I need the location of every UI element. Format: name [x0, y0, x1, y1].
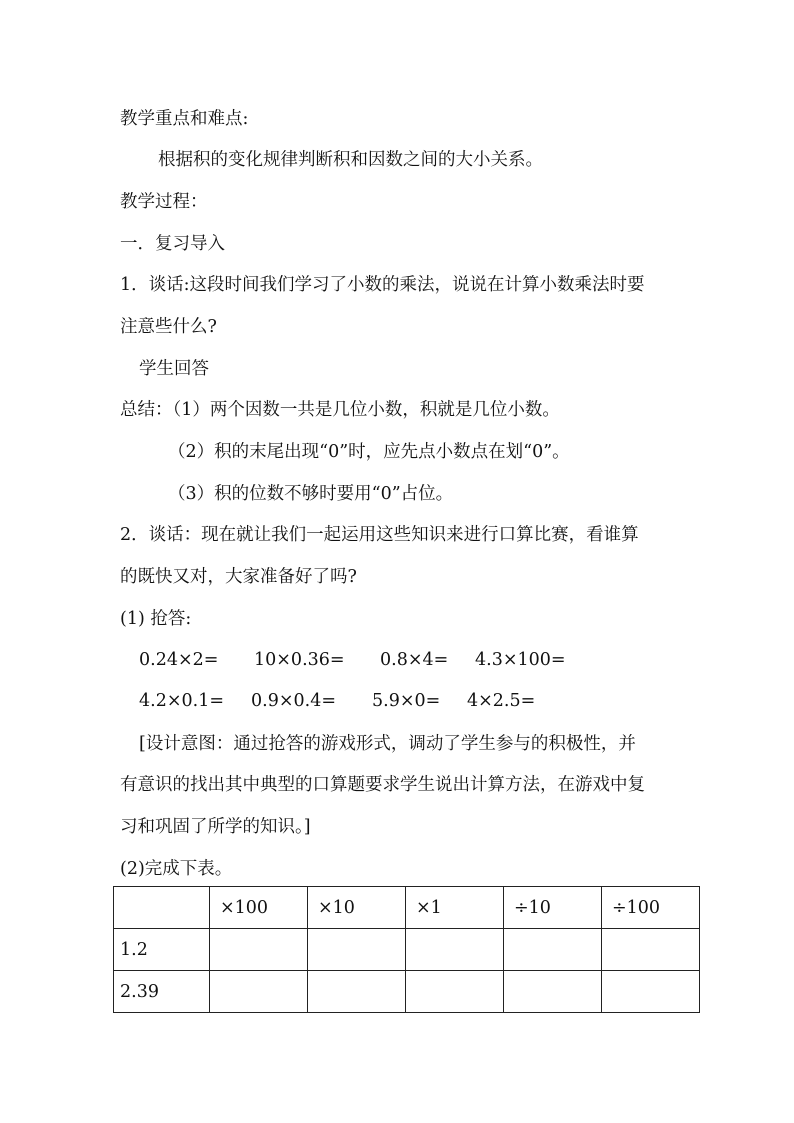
design-intent-line3: 习和巩固了所学的知识。] — [120, 817, 311, 837]
item1-line2: 注意些什么? — [120, 317, 217, 337]
heading-key-points: 教学重点和难点: — [120, 109, 249, 129]
table-header-cell: ×1 — [406, 887, 504, 929]
heading-process: 教学过程： — [120, 192, 208, 212]
student-answer: 学生回答 — [139, 359, 209, 379]
table-cell — [602, 971, 700, 1013]
table-header-cell — [114, 887, 210, 929]
table-header-cell: ÷10 — [504, 887, 602, 929]
table-header-cell: ×10 — [308, 887, 406, 929]
summary-line2: （2）积的末尾出现“0”时，应先点小数点在划“0”。 — [168, 442, 570, 462]
item1-line1: 1．谈话:这段时间我们学习了小数的乘法，说说在计算小数乘法时要 — [120, 275, 645, 295]
table-cell: 1.2 — [114, 929, 210, 971]
problem: 5.9×0= — [372, 691, 441, 711]
table-row — [114, 929, 700, 971]
table-cell — [602, 929, 700, 971]
item2-line1: 2．谈话：现在就让我们一起运用这些知识来进行口算比赛，看谁算 — [120, 525, 639, 545]
table-header-cell: ×100 — [210, 887, 308, 929]
table-cell — [210, 929, 308, 971]
table-cell: 2.39 — [114, 971, 210, 1013]
exercise-table — [113, 886, 700, 1013]
summary-line3: （3）积的位数不够时要用“0”占位。 — [168, 484, 454, 504]
problem: 0.8×4= — [380, 650, 449, 670]
problem: 10×0.36= — [254, 650, 345, 670]
problem: 4.3×100= — [475, 650, 566, 670]
table-task-label: (2)完成下表。 — [120, 859, 233, 879]
table-cell — [504, 929, 602, 971]
section-review-title: 一．复习导入 — [120, 234, 225, 254]
table-row — [114, 971, 700, 1013]
problem: 4.2×0.1= — [139, 691, 224, 711]
summary-line1: 总结：（1）两个因数一共是几位小数，积就是几位小数。 — [120, 400, 560, 420]
key-points-text: 根据积的变化规律判断积和因数之间的大小关系。 — [158, 150, 543, 170]
design-intent-line2: 有意识的找出其中典型的口算题要求学生说出计算方法，在游戏中复 — [120, 775, 645, 795]
problem: 0.9×0.4= — [251, 691, 336, 711]
problem: 4×2.5= — [467, 691, 536, 711]
table-cell — [308, 929, 406, 971]
table-cell — [210, 971, 308, 1013]
table-cell — [504, 971, 602, 1013]
table-header-cell: ÷100 — [602, 887, 700, 929]
quick-answer-label: (1) 抢答: — [120, 609, 192, 629]
table-cell — [406, 929, 504, 971]
table-cell — [406, 971, 504, 1013]
item2-line2: 的既快又对，大家准备好了吗? — [120, 567, 357, 587]
table-header-row — [114, 887, 700, 929]
table-cell — [308, 971, 406, 1013]
problem: 0.24×2= — [139, 650, 219, 670]
design-intent-line1: [设计意图：通过抢答的游戏形式，调动了学生参与的积极性，并 — [139, 734, 636, 754]
